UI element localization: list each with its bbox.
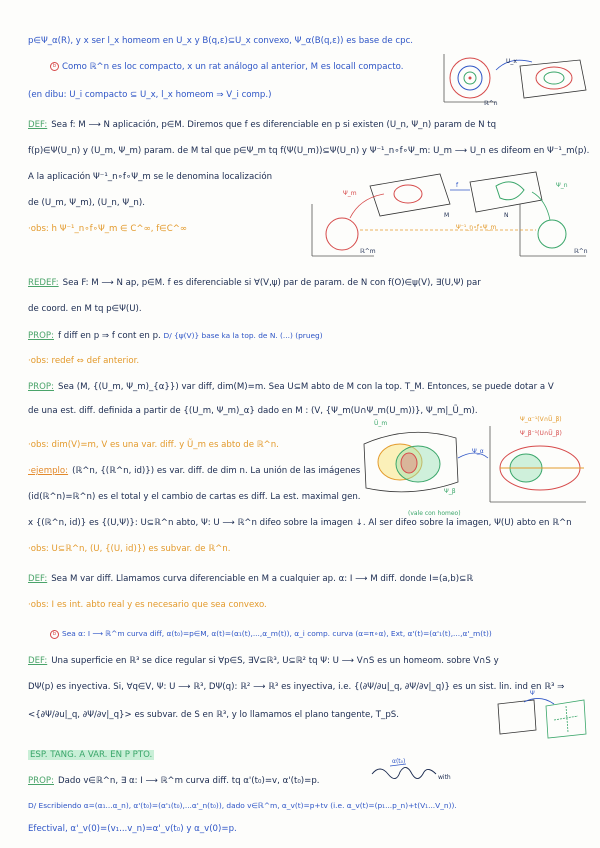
fig2-label-psi-n: Ψ_n: [556, 182, 568, 189]
fig3-label-psi: Ψ_α: [472, 448, 484, 455]
def1-line-c: A la aplicación Ψ⁻¹_n∘f∘Ψ_m se le denomina localización: [28, 172, 273, 182]
prop-tag-3: PROP:: [28, 776, 54, 786]
obs-line-5: ·obs: I es int. abto real y es necesario que sea convexo.: [28, 600, 267, 610]
redef-line-1: [28, 278, 481, 289]
def3-line-a: [28, 656, 499, 667]
fig2-label-N: N: [504, 212, 509, 219]
fig2-label-M: M: [444, 212, 450, 219]
fig1-label-u: U_x: [506, 58, 517, 65]
prop1-note: D/ {ψ(V)} base ka la top. de N. (...) (prueg): [163, 331, 323, 340]
prop-tag: PROP:: [28, 331, 54, 341]
def-tag-2: DEF:: [28, 574, 48, 584]
redef-tag: REDEF:: [28, 278, 59, 288]
section-heading: [28, 750, 154, 761]
fig2-label-rm: ℝ^m: [360, 248, 376, 255]
prop2a-body: Sea (M, {(U_m, Ψ_m)_{α}}) var diff, dim(M)=m. Sea U⊆M abto de M con la top. T_M. Entonces, se puede dotar a V: [58, 382, 554, 392]
def1-line-d: de (U_m, Ψ_m), (U_n, Ψ_n).: [28, 198, 145, 208]
fig4-label: Ψ: [530, 690, 535, 697]
example-note: (vale con homeo): [408, 510, 461, 517]
def2b-body: Sea α: I ⟶ ℝ^m curva diff, α(t₀)=p∈M, α(t)=(α₁(t),...,α_m(t)), α_i comp. curva (α=π∘α), Ext, α'(t)=(α'₁(t),...,α'_m(t)): [62, 629, 492, 638]
example-line-1: [28, 466, 360, 477]
example-1-body: (ℝ^n, {(ℝ^n, id)}) es var. diff. de dim n. La unión de las imágenes: [72, 466, 361, 476]
prop-tag-2: PROP:: [28, 382, 54, 392]
obs-line-2: ·obs: redef ⇔ def anterior.: [28, 356, 140, 366]
def3a-body: Una superficie en ℝ³ se dice regular si ∀p∈S, ∃V⊆ℝ³, U⊆ℝ² tq Ψ: U ⟶ V∩S es un homeom. sobre V∩S y: [51, 656, 499, 666]
text-line-1: p∈Ψ_α(R), y x ser l_x homeom en U_x y B(q,ε)⊆U_x convexo, Ψ_α(B(q,ε)) es base de cpc.: [28, 36, 414, 46]
def1a-body: Sea f: M ⟶ N aplicación, p∈M. Diremos que f es diferenciable en p si existen (U_n, Ψ_n) param de N tq: [51, 120, 497, 130]
redef1-body: Sea F: M ⟶ N ap, p∈M. f es diferenciable si ∀(V,ψ) par de param. de N con f(O)∈ψ(V), ∃(U,Ψ) par: [62, 278, 481, 288]
fig2-label-rn: ℝ^n: [574, 248, 588, 255]
def2-line: [28, 574, 473, 585]
prop2-line-b: de una est. diff. definida a partir de {(U_m, Ψ_m)_α} dado en M : (V, {Ψ_m(U∩Ψ_m(U_m))}, Ψ_m|_Ũ_m).: [28, 406, 478, 416]
fig3-label-b: Ψ_β⁻¹(U∩Ũ_β): [520, 430, 562, 437]
prop2-line-a: [28, 382, 554, 393]
def2-line-b: [50, 628, 492, 639]
text-line-3: (en dibu: U_i compacto ⊆ U_x, l_x homeom ⇒ V_i comp.): [28, 90, 272, 100]
obs-line-4: ·obs: U⊆ℝ^n, (U, {(U, id)}) es subvar. de ℝ^n.: [28, 544, 231, 554]
fig5-label: α(t₀): [392, 758, 406, 765]
def-tag: DEF:: [28, 120, 48, 130]
obs-line-3: ·obs: dim(V)=m, V es una var. diff. y Ũ_m es abto de ℝ^n.: [28, 440, 279, 450]
fig2-label-psi-m: Ψ_m: [343, 190, 357, 197]
prop1-body: f diff en p ⇒ f cont en p.: [58, 331, 161, 341]
fig1-label-r: ℝ^n: [484, 100, 498, 107]
fig5-label-w: with: [438, 774, 451, 781]
fig3-label-a: Ψ_α⁻¹(V∩Ũ_β): [520, 416, 562, 423]
example-line-2: (id(ℝ^n)=ℝ^n) es el total y el cambio de cartas es diff. La est. maximal gen.: [28, 492, 361, 502]
circle-marker-icon: b: [50, 62, 59, 71]
figure-tangent-plane: [494, 694, 590, 740]
example-line-3: x {(ℝ^n, id)} es {(U,Ψ)}: U⊆ℝ^n abto, Ψ: U ⟶ ℝ^n difeo sobre la imagen ↓. Al ser difeo sobre la imagen, Ψ(U) abto en ℝ^n: [28, 518, 572, 528]
prop3-line: [28, 776, 320, 787]
def3-line-b: DΨ(p) es inyectiva. Si, ∀q∈V, Ψ: U ⟶ ℝ³, DΨ(q): ℝ² ⟶ ℝ³ es inyectiva, i.e. {(∂Ψ/∂u|_q, ∂Ψ/∂v|_q)} es un sist. lin. ind en ℝ³ ⇒: [28, 682, 565, 692]
prop1-line: [28, 330, 323, 342]
figure-loop-curve: [370, 762, 446, 786]
def1-line-a: [28, 120, 496, 131]
proof-line-2: Efectival, α'_v(0)=(v₁...v_n)=α'_v(t₀) y α_v(0)=p.: [28, 824, 237, 834]
text-line-2-body: Como ℝ^n es loc compacto, x un rat análogo al anterior, M es locall compacto.: [62, 62, 404, 72]
obs-line-1: ·obs: h Ψ⁻¹_n∘f∘Ψ_m ∈ C^∞, f∈C^∞: [28, 224, 188, 234]
prop2-underbrace: Ũ_m: [374, 420, 388, 427]
redef-line-2: de coord. en M tq p∈Ψ(U).: [28, 304, 142, 314]
section-heading-text: ESP. TANG. A VAR. EN P PTO.: [30, 750, 153, 760]
text-line-2: [50, 62, 403, 73]
def-tag-3: DEF:: [28, 656, 48, 666]
prop3-body: Dado v∈ℝ^n, ∃ α: I ⟶ ℝ^m curva diff. tq α'(t₀)=v, α'(t₀)=p.: [58, 776, 320, 786]
proof-line-1: D/ Escribiendo α=(α₁...α_n), α'(t₀)=(α'₁(t₀),...α'_n(t₀)), dado v∈ℝ^m, α_v(t)=p+tv (i.e. α_v(t)=(p₁...p_n)+t(V₁...V_n)).: [28, 801, 457, 810]
def2-body: Sea M var diff. Llamamos curva diferenciable en M a cualquier ap. α: I ⟶ M diff. donde I=(a,b)⊆ℝ: [51, 574, 474, 584]
circle-marker-icon-2: b: [50, 630, 59, 639]
example-tag: ·ejemplo:: [28, 466, 69, 476]
def1-line-b: f(p)∈Ψ(U_n) y (U_m, Ψ_m) param. de M tal que p∈Ψ_m tq f(Ψ(U_m))⊆Ψ(U_n) y Ψ⁻¹_n∘f∘Ψ_m: U_m ⟶ U_n es difeom en Ψ⁻¹_m(p).: [28, 146, 590, 156]
fig3-label-psi2: Ψ_β: [444, 488, 456, 495]
fig2-label-loc: Ψ⁻¹_n∘f∘Ψ_m: [456, 224, 497, 231]
fig2-label-f: f: [456, 182, 459, 189]
def3-line-c: <{∂Ψ/∂u|_q, ∂Ψ/∂v|_q}> es subvar. de S en ℝ³, y lo llamamos el plano tangente, T_pS.: [28, 710, 399, 720]
